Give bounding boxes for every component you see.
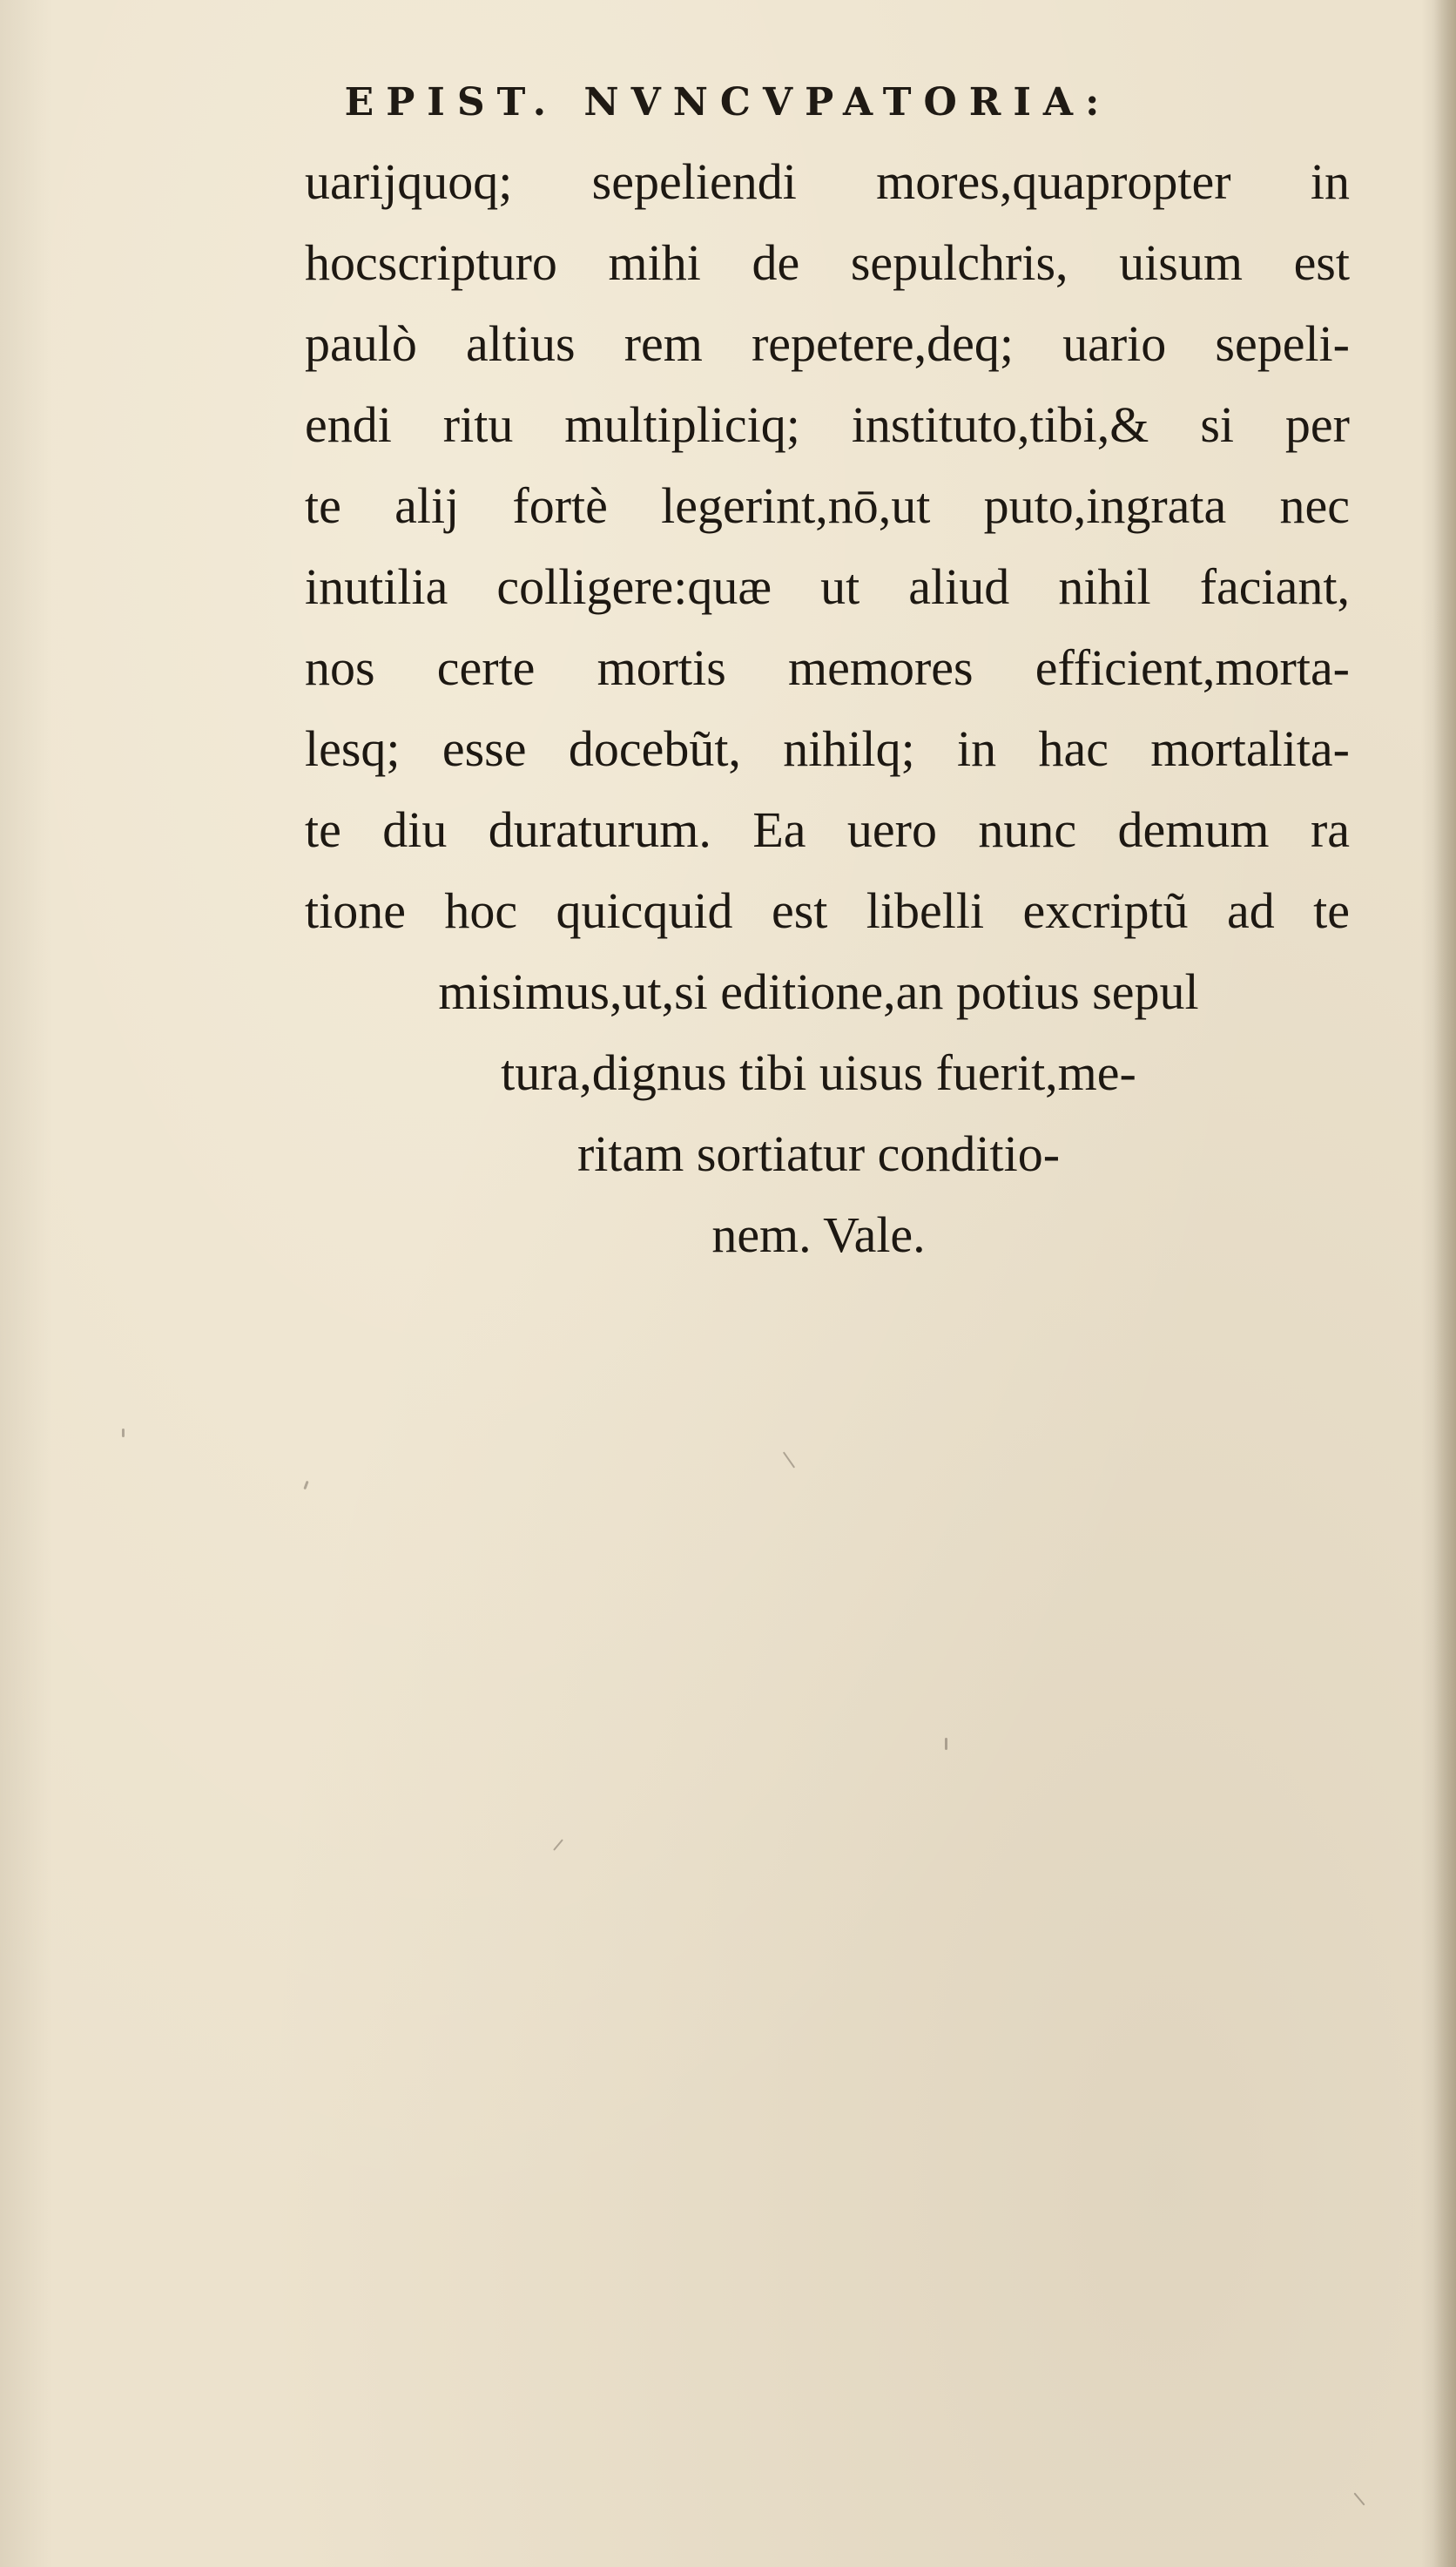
- text-line: paulò altius rem repetere,deq; uario sepeli-: [305, 315, 1350, 372]
- text-line: uarijquoq; sepeliendi mores,quapropter in: [305, 153, 1350, 210]
- paper-speck: [553, 1839, 563, 1851]
- letter-body: [305, 141, 1350, 1275]
- text-line: misimus,ut,si editione,an potius sepul: [438, 963, 1199, 1020]
- text-line: te diu duraturum. Ea uero nunc demum ra: [305, 801, 1350, 858]
- text-line: lesq; esse docebũt, nihilq; in hac mortalita-: [305, 720, 1350, 777]
- text-line: hocscripturo mihi de sepulchris, uisum est: [305, 234, 1350, 291]
- paper-speck: [1353, 2492, 1365, 2505]
- text-line: tione hoc quicquid est libelli excriptũ ad te: [305, 882, 1350, 939]
- text-line: endi ritu multipliciq; instituto,tibi,& si per: [305, 396, 1350, 453]
- text-line: inutilia colligere:quæ ut aliud nihil faciant,: [305, 558, 1350, 615]
- text-line: nem. Vale.: [711, 1206, 926, 1263]
- text-line: nos certe mortis memores efficient,morta-: [305, 639, 1350, 696]
- text-line: te alij fortè legerint,nō,ut puto,ingrata nec: [305, 477, 1350, 534]
- paper-speck: [945, 1738, 947, 1750]
- text-line: tura,dignus tibi uisus fuerit,me-: [501, 1044, 1136, 1101]
- paper-speck: [122, 1429, 125, 1437]
- text-line: ritam sortiatur conditio-: [576, 1125, 1061, 1182]
- paper-speck: [303, 1481, 308, 1490]
- page-edge-shadow: [1433, 0, 1456, 2567]
- paper-speck: [783, 1451, 795, 1468]
- running-title: EPIST. NVNCVPATORIA:: [344, 80, 1112, 125]
